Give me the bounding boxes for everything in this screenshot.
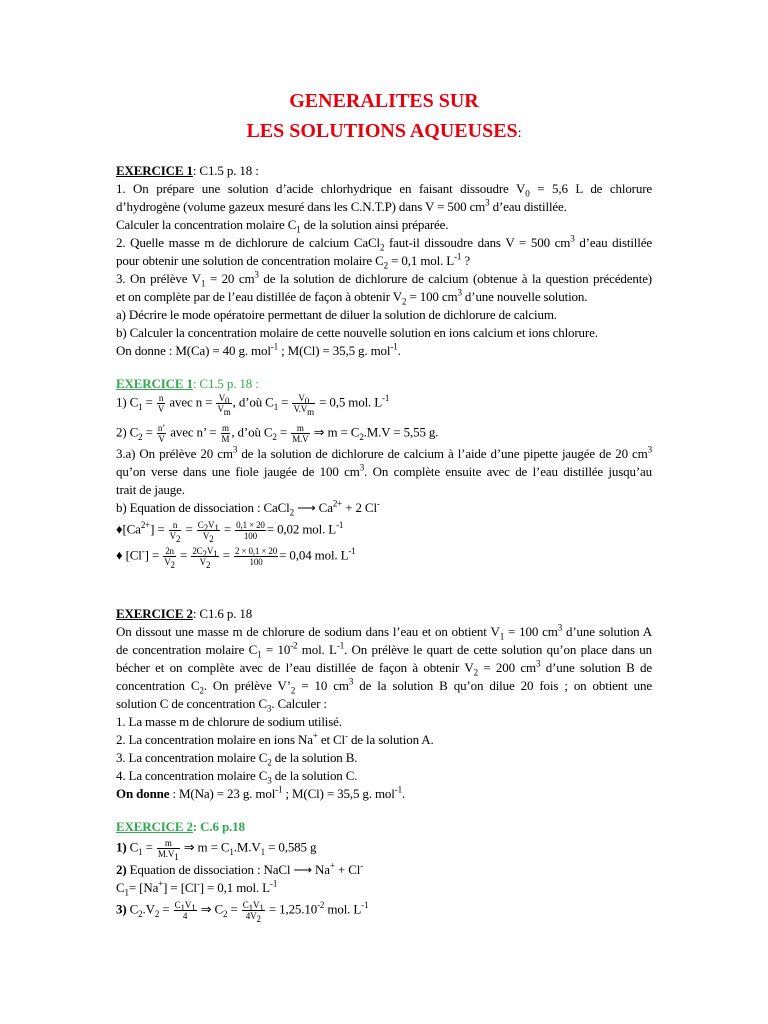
ex1-q1-line3: Calculer la concentration molaire $C_1$ de la solution ainsi préparée.	[116, 217, 449, 235]
ex2-line3: bécher et on complète avec de l’eau distillée de façon à obtenir $V_2 = 200$ $cm^3$ d’une solution B de	[116, 658, 652, 678]
sol2-line4: 3) $C_2.V_2$ = $\frac{C_1V_1}{4}$ ⇒ $C_2$ = $\frac{C_1V_1}{4V_2}$ = $1,25.10^{-2}$ mol. $L^{-1}$	[116, 900, 369, 924]
ex2-line1: On dissout une masse m de chlorure de sodium dans l’eau et on obtient $V_1 = 100$ $cm^3$ d’une solution A	[116, 622, 652, 642]
sol1-line6: b) Equation de dissociation : CaCl$_2$ ⟶ $Ca^{2+} + 2$ Cl-	[116, 498, 380, 518]
ex1-q2-line2: pour obtenir une solution de concentration molaire $C_2 = 0,1$ mol. $L^{-1}$ ?	[116, 251, 471, 271]
ex2-q2: 2. La concentration molaire en ions Na+ et Cl- de la solution A.	[116, 730, 434, 747]
ex2-heading: EXERCICE 2: C1.6 p. 18	[116, 606, 253, 621]
sol1-line7: $♦[Ca^{2+}]$ = $\frac{n}{V_2}$ = $\frac{C_2V_1}{V_2}$ = $\frac{0,1 \times 20}{100}$ = 0,02 mol. $L^{-1}$	[116, 520, 344, 544]
sol1-line8: ♦ [Cl-] = $\frac{2n}{V_2}$ = $\frac{2C_2V_1}{V_2}$ = $\frac{2 \times 0,1 \times 20}{100}$ = 0,04 mol. $L^{-1}$	[116, 546, 356, 570]
ex1-q3-line2: et on complète par de l’eau distillée de façon à obtenir $V_2 = 100$ $cm^3$ d’une nouvelle solution.	[116, 287, 588, 307]
ex1-qb: b) Calculer la concentration molaire de cette nouvelle solution en ions calcium et ions chlorure.	[116, 325, 598, 340]
ex2-data: On donne : M(Na) = 23 g. mol$^{-1}$ ; M(Cl) = 35,5 g. mol$^{-1}$.	[116, 784, 406, 801]
ex2-q3: 3. La concentration molaire $C_2$ de la solution B.	[116, 750, 358, 768]
ex1-heading: EXERCICE 1: C1.5 p. 18 :	[116, 163, 259, 178]
sol2-line2: 2) Equation de dissociation : NaCl ⟶ Na+ + Cl-	[116, 860, 364, 877]
document-title-line1: GENERALITES SUR	[289, 90, 479, 112]
ex2-q1: 1. La masse m de chlorure de sodium utilisé.	[116, 714, 342, 729]
ex1-data: On donne : M(Ca) = 40 g. mol$^{-1}$ ; M(Cl) = 35,5 g. mol$^{-1}$.	[116, 341, 401, 358]
ex1-q3-line1: 3. On prélève $V_1 = 20$ $cm^3$ de la solution de dichlorure de calcium (obtenue à la question précédente)	[116, 269, 652, 289]
ex1-q2-line1: 2. Quelle masse m de dichlorure de calcium CaCl$_2$ faut-il dissoudre dans V = 500 $cm^3$ d’eau distillée	[116, 233, 652, 253]
ex2-line5: solution C de concentration $C_3$. Calculer :	[116, 696, 327, 714]
sol2-line3: $C_1= [Na^+] = [Cl^-] = 0,1$ mol. $L^{-1}$	[116, 878, 278, 898]
sol1-line4: qu’on verse dans une fiole jaugée de 100 $cm^3$. On complète ensuite avec de l’eau distillée jusqu’au	[116, 462, 652, 479]
ex1-qa: a) Décrire le mode opératoire permettant de diluer la solution de dichlorure de calcium.	[116, 307, 557, 322]
ex2-line2: de concentration molaire $C_1 = 10^{-2}$ mol. $L^{-1}$. On prélève le quart de cette solution qu’on place dans un	[116, 640, 652, 660]
ex2-line4: concentration $C_2$. On prélève $V’_2 = 10$ $cm^3$ de la solution B qu’on dilue 20 fois ; on obtient une	[116, 676, 652, 696]
sol1-line2: 2) $C_2$ = $\frac{n’}{V}$ avec n’ = $\frac{m}{M}$ , d’où $C_2$ = $\frac{m}{M.V}$ ⇒ $m = C_2.M.V = 5,55$ g.	[116, 423, 439, 444]
sol1-line1: 1) $C_1$ = $\frac{n}{V}$ avec n = $\frac{V_0}{V_m}$ , d’où $C_1$ = $\frac{V_0}{V.V_m}$ = 0,5 mol. $L^{-1}$	[116, 393, 390, 417]
document-title-line2: LES SOLUTIONS AQUEUSES:	[246, 120, 522, 142]
ex2-q4: 4. La concentration molaire $C_3$ de la solution C.	[116, 768, 358, 786]
sol1-heading: EXERCICE 1: C1.5 p. 18 :	[116, 376, 259, 391]
sol2-heading: EXERCICE 2: C.6 p.18	[116, 819, 245, 834]
ex1-q1-line2: d’hydrogène (volume gazeux mesuré dans les C.N.T.P) dans V = 500 $cm^3$ d’eau distillée.	[116, 197, 567, 214]
ex1-q1-line1: 1. On prépare une solution d’acide chlorhydrique en faisant dissoudre $V_0 = 5,6$ L de chlorure	[116, 181, 653, 199]
sol1-line3: 3.a) On prélève 20 $cm^3$ de la solution de dichlorure de calcium à l’aide d’une pipette jaugée de 20 $cm^3$	[116, 444, 652, 461]
sol2-line1: 1) $C_1$ = $\frac{m}{M.V_1}$ ⇒ $m = C_1.M.V_1 = 0,585$ g	[116, 838, 317, 862]
sol1-line5: trait de jauge.	[116, 482, 185, 497]
